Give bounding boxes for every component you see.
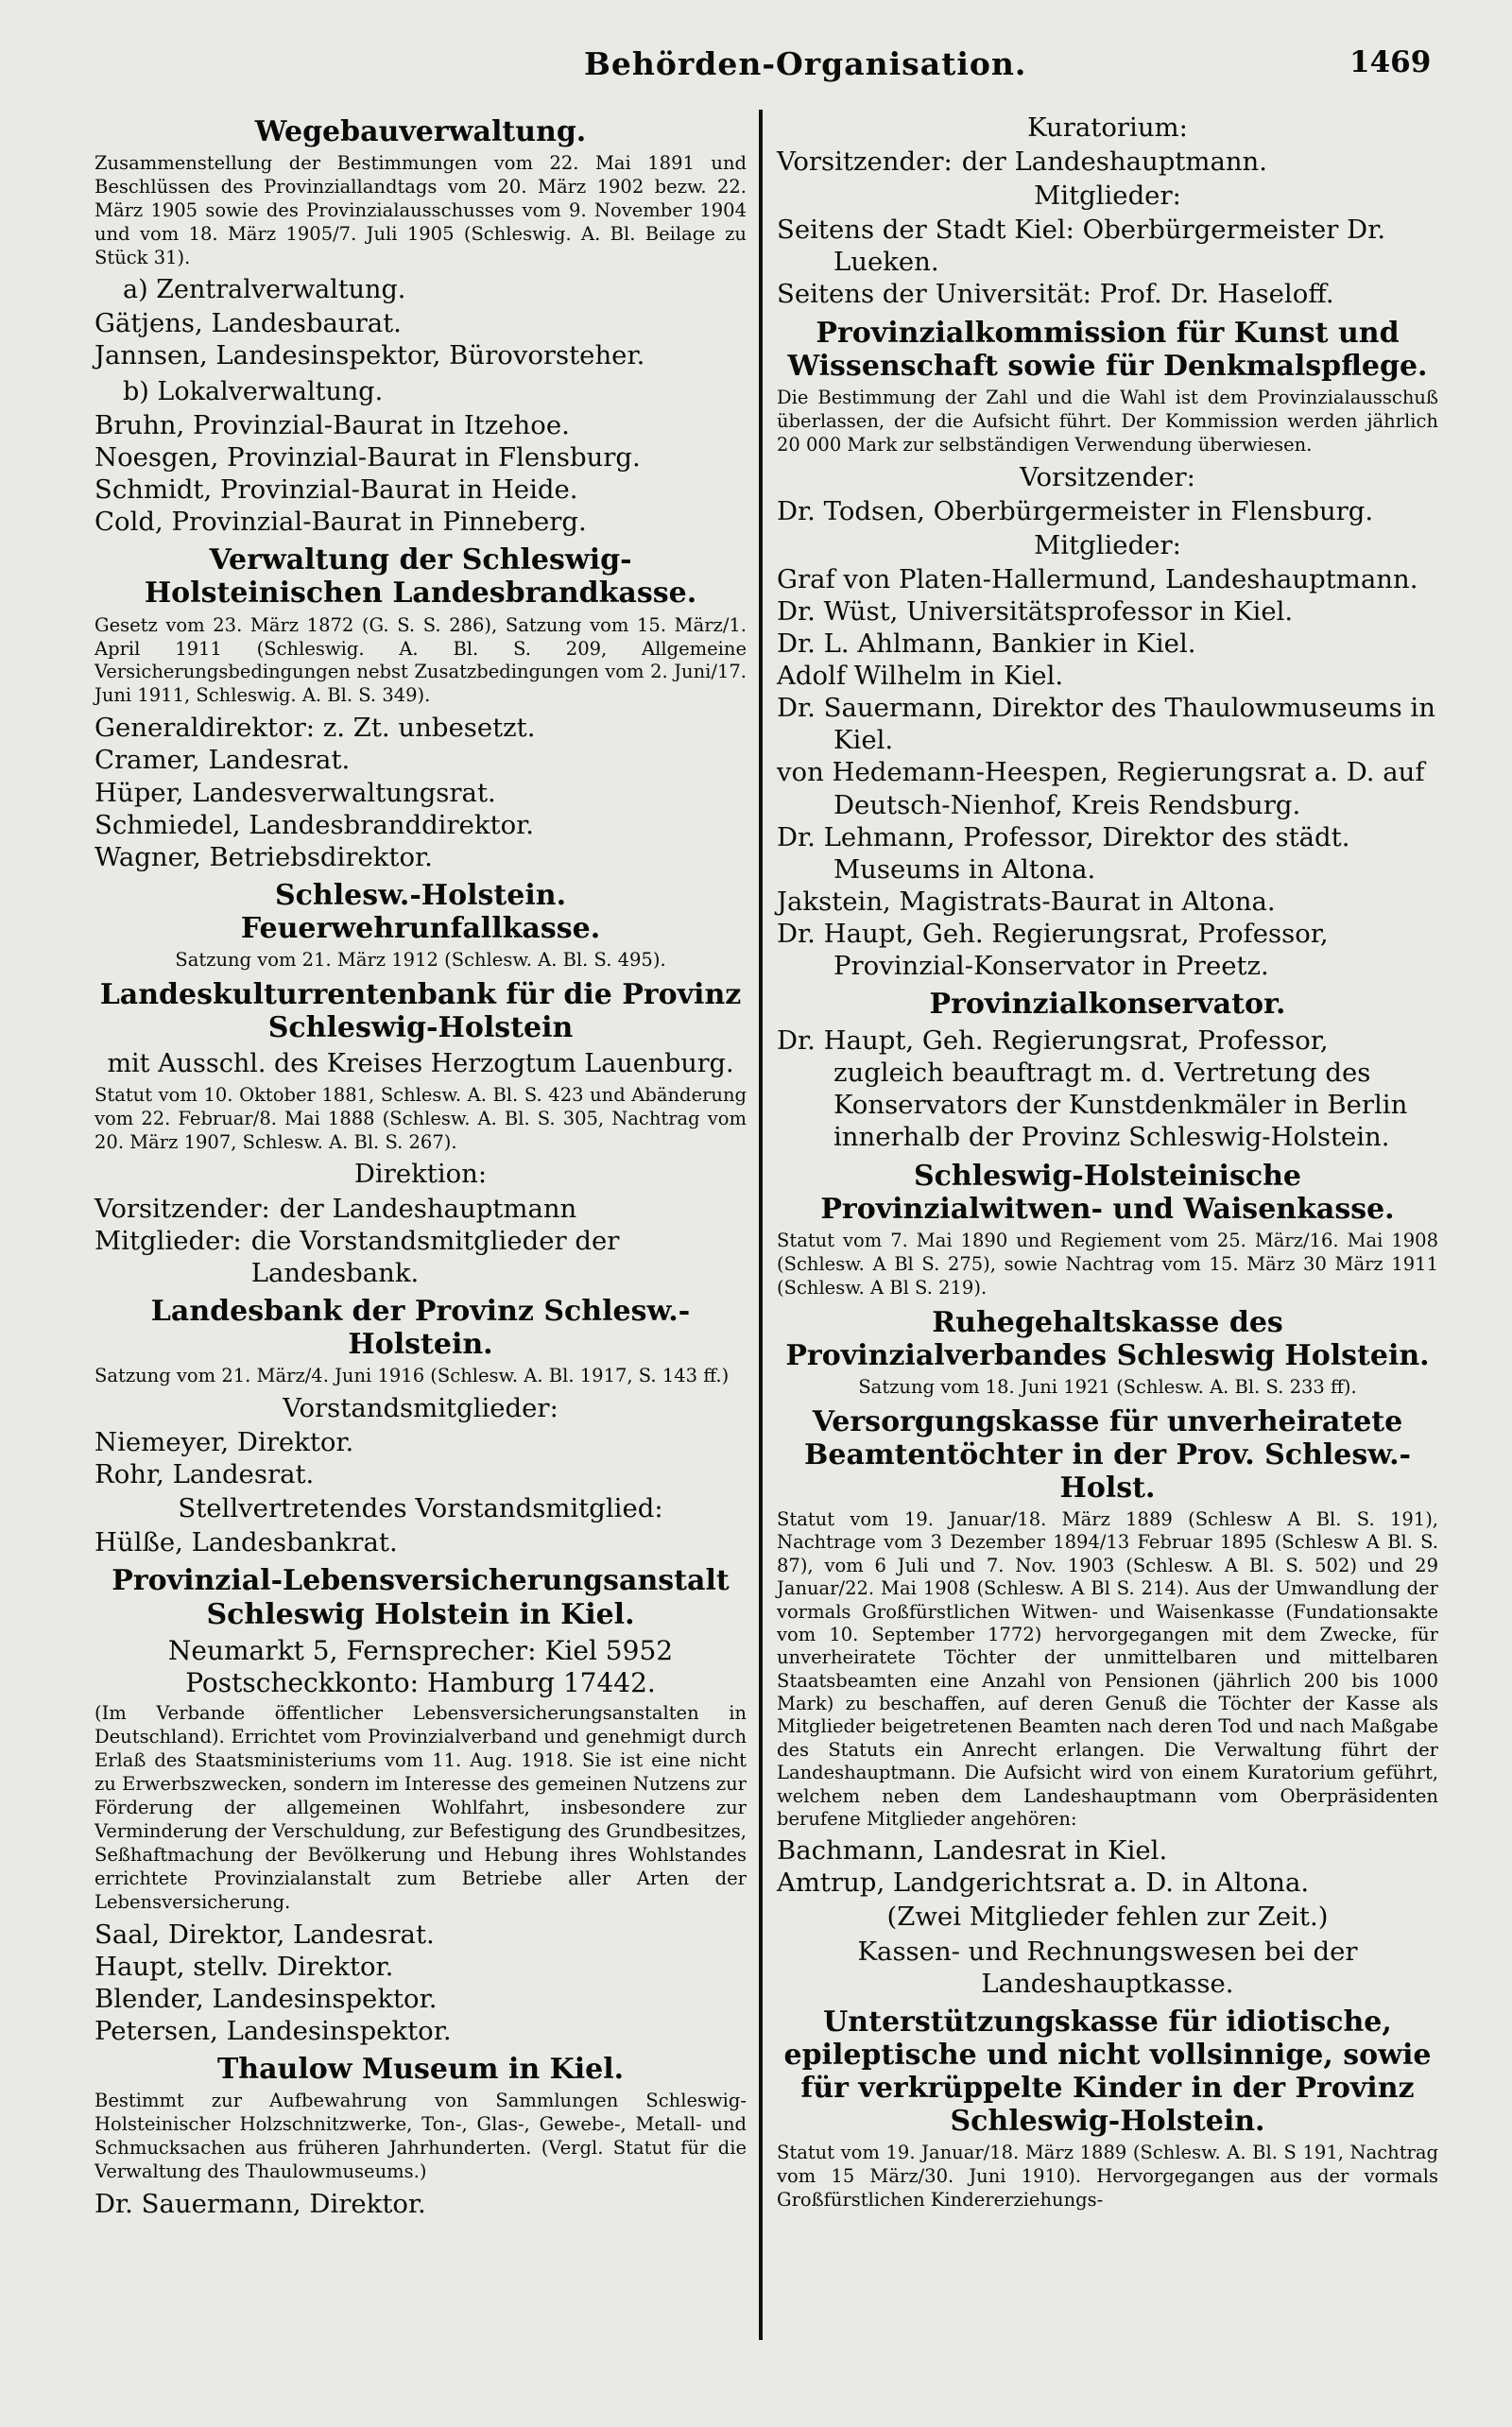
entry-text: die Vorstandsmitglieder der Landesbank. [250,1225,620,1288]
section-heading: Thaulow Museum in Kiel. [216,2053,625,2087]
section-lebensversicherung [94,1564,747,2047]
subheading-local: b) Lokalverwaltung. [123,376,384,406]
section-heading: Landesbank der Provinz Schlesw.-Holstein. [150,1294,691,1361]
section-subheading: mit Ausschl. des Kreises Herzogtum Lauenburg. [107,1049,734,1079]
statute-text: Statut vom 10. Oktober 1881, Schlesw. A. Bl. S. 423 und Abänderung vom 22. Februar/8. Mai 1888 (Schlesw. A. Bl. S. 305, Nachtrag vom 20. März 1907, Schlesw. A. Bl. S. 267). [94,1083,747,1153]
list-item: Amtrup, Landgerichtsrat a. D. in Altona. [777,1868,1310,1899]
list-item: Dr. Haupt, Geh. Regierungsrat, Professor, Provinzial-Konservator in Preetz. [777,918,1329,982]
entry-label: Vorsitzender: [777,146,953,178]
list-item: Generaldirektor: z. Zt. unbesetzt. [94,713,536,744]
members-label: Mitglieder: [1034,181,1181,212]
section-kunstkommission [777,317,1438,983]
list-item: Dr. Sauermann, Direktor. [94,2188,426,2219]
section-witwenkasse [777,1160,1438,1300]
body-text: Die Bestimmung der Zahl und die Wahl ist dem Provinzialausschuß überlassen, der die Aufsicht führt. Der Kommission werden jährlich 20 000 Mark zur selbständigen Verwendung überwiesen. [777,386,1438,456]
list-item: Blender, Landesinspektor. [94,1983,438,2014]
list-item: Wagner, Betriebsdirektor. [94,841,433,872]
section-ruhegehalt [777,1306,1438,1400]
right-column [777,110,1438,2216]
list-item: Jannsen, Landesinspektor, Bürovorsteher. [94,340,645,371]
section-heading: Provinzial-Lebensversicherungsanstalt Schleswig Holstein in Kiel. [112,1564,730,1631]
statute-text: Statut vom 7. Mai 1890 und Regiement vom 25. März/16. Mai 1908 (Schlesw. A Bl S. 275), sowie Nachtrag vom 15. März 30 März 1911 (Schlesw. A Bl S. 219). [777,1229,1438,1299]
list-item: Bruhn, Provinzial-Baurat in Itzehoe. [94,409,570,440]
section-heading: Provinzialkommission für Kunst und Wissenschaft sowie für Denkmalspflege. [787,316,1428,383]
running-title: Behörden-Organisation. [584,45,1027,82]
chair-label: Vorsitzender: [1020,461,1195,492]
section-heading: Provinzialkonservator. [929,988,1286,1022]
list-item: Dr. Sauermann, Direktor des Thaulowmuseums in Kiel. [777,693,1435,756]
statute-text: Satzung vom 21. März 1912 (Schlesw. A. Bl. S. 495). [175,949,666,972]
deputy-label: Stellvertretendes Vorstandsmitglied: [178,1493,663,1524]
list-item: Seitens der Universität: Prof. Dr. Haseloff. [777,279,1334,310]
section-heading: Verwaltung der Schleswig-Holsteinischen Landesbrandkasse. [144,543,697,611]
list-item: von Hedemann-Heespen, Regierungsrat a. D. auf Deutsch-Nienhof, Kreis Rendsburg. [777,757,1425,820]
list-item: Schmidt, Provinzial-Baurat in Heide. [94,474,578,506]
page-number: 1469 [1349,45,1432,79]
list-item: Dr. Wüst, Universitätsprofessor in Kiel. [777,595,1294,627]
list-item: Rohr, Landesrat. [94,1459,315,1490]
members-label: Mitglieder: [1034,529,1181,560]
list-item: Haupt, stellv. Direktor. [94,1951,394,1982]
body-text: (Im Verbande öffentlicher Lebensversicherungsanstalten in Deutschland). Errichtet vom Provinzialverband und genehmigt durch Erlaß des Staatsministeriums vom 11. Aug. 1918. Sie ist eine nicht zu Erwerbszwecken, sondern im Interesse des gemeinen Nutzens zur Förderung der allgemeinen Wohlfahrt, insbesondere zur Verminderung der Verschuldung, zur Befestigung des Grundbesitzes, Seßhaftmachung der Bevölkerung und Hebung ihres Wohlstandes errichtete Provinzialanstalt zum Betriebe aller Arten der Lebensversicherung. [94,1702,747,1913]
section-heading: Landeskulturrentenbank für die Provinz Schleswig-Holstein [99,977,742,1045]
list-item: Hüper, Landesverwaltungsrat. [94,777,496,808]
list-item: Schmiedel, Landesbranddirektor. [94,809,535,840]
chair-entry [94,1193,747,1225]
list-item: Noesgen, Provinzial-Baurat in Flensburg. [94,442,641,473]
statute-text: Gesetz vom 23. März 1872 (G. S. S. 286), Satzung vom 15. März/1. April 1911 (Schleswig. A. Bl. S. 209, Allgemeine Versicherungsbedingungen nebst Zusatzbedingungen vom 2. Juni/17. Juni 1911, Schleswig. A. Bl. S. 349). [94,613,747,707]
list-item: Bachmann, Landesrat in Kiel. [777,1835,1168,1867]
list-item: Gätjens, Landesbaurat. [94,308,402,339]
section-heading: Versorgungskasse für unverheiratete Beamtentöchter in der Prov. Schlesw.-Holst. [804,1404,1411,1505]
body-text: Statut vom 19. Januar/18. März 1889 (Schlesw A Bl. S. 191), Nachtrage vom 3 Dezember 1894/13 Februar 1895 (Schlesw A Bl. S. 87), vom 6 Juli und 7. Nov. 1903 (Schlesw. A Bl. S. 502) und 29 Januar/22. Mai 1908 (Schlesw. A Bl S. 214). Aus der Umwandlung der vormals Großfürstlichen Witwen- und Waisenkasse (Fundationsakte vom 10. September 1772) hervorgegangen mit dem Zwecke, für unverheiratete Töchter der unmittelbaren und mittelbaren Staatsbeamten eine Anzahl von Pensionen (jährlich 200 bis 1000 Mark) zu beschaffen, auf deren Genuß die Töchter der Kasse als Mitglieder beigetretenen Beamten nach deren Tod und nach Maßgabe des Statuts ein Anrecht erlangen. Die Verwaltung führt der Landeshauptmann. Die Aufsicht wird von einem Kuratorium geführt, welchem neben dem Landeshauptmann vom Oberpräsidenten berufene Mitglieder angehören: [777,1508,1438,1830]
section-heading: Schlesw.-Holstein. Feuerwehrunfallkasse. [240,878,601,945]
list-item: Jakstein, Magistrats-Baurat in Altona. [777,886,1276,917]
section-heading: Ruhegehaltskasse des Provinzialverbandes Schleswig Holstein. [785,1305,1430,1372]
postscheck-line: Postscheckkonto: Hamburg 17442. [185,1667,656,1699]
statute-text: Statut vom 19. Januar/18. März 1889 (Schlesw. A. Bl. S 191, Nachtrag vom 15 März/30. Juni 1910). Hervorgegangen aus der vormals Großfürstlichen Kindererziehungs- [777,2142,1438,2212]
section-landesbank [94,1295,747,1559]
list-item: Dr. Lehmann, Professor, Direktor des städt. Museums in Altona. [777,821,1350,885]
section-unterstuetzungskasse [777,2005,1438,2212]
section-wegebau [94,115,747,538]
left-column [94,110,747,2220]
section-konservator [777,988,1438,1153]
section-thaulow [94,2053,747,2220]
section-kuratorium [777,112,1438,311]
entry-text: der Landeshauptmann. [961,146,1267,178]
kuratorium-label: Kuratorium: [1027,112,1188,143]
entry-label: Mitglieder: [94,1225,242,1256]
direktion-label: Direktion: [353,1159,488,1190]
section-heading: Schleswig-Holsteinische Provinzialwitwen- und Waisenkasse. [820,1159,1395,1226]
section-heading: Unterstützungskasse für idiotische, epileptische und nicht vollsinnige, sowie für verkrüppelte Kinder in der Provinz Schleswig-Holstein. [783,2005,1432,2139]
list-item: Dr. Todsen, Oberbürgermeister in Flensburg. [777,495,1374,526]
vacancy-note: (Zwei Mitglieder fehlen zur Zeit.) [886,1902,1329,1933]
list-item: Dr. L. Ahlmann, Bankier in Kiel. [777,628,1196,660]
column-divider [759,110,763,2340]
list-item: Cold, Provinzial-Baurat in Pinneberg. [94,507,587,538]
statute-text: Zusammenstellung der Bestimmungen vom 22. Mai 1891 und Beschlüssen des Provinziallandtags vom 20. März 1902 bezw. 22. März 1905 sowie des Provinzialausschusses vom 9. November 1904 und vom 18. März 1905/7. Juli 1905 (Schleswig. A. Bl. Beilage zu Stück 31). [94,152,747,268]
cashier-note: Kassen- und Rechnungswesen bei der Landeshauptkasse. [857,1936,1358,1999]
section-heading: Wegebauverwaltung. [254,115,587,148]
subheading-central: a) Zentralverwaltung. [123,274,406,304]
section-feuerwehr [94,879,747,973]
statute-text: Satzung vom 21. März/4. Juni 1916 (Schlesw. A. Bl. 1917, S. 143 ff.) [94,1365,730,1387]
section-versorgungskasse [777,1405,1438,2000]
body-text: Bestimmt zur Aufbewahrung von Sammlungen Schleswig-Holsteinischer Holzschnitzwerke, Ton-, Glas-, Gewebe-, Metall- und Schmucksachen aus früheren Jahrhunderten. (Vergl. Statut für die Verwaltung des Thaulowmuseums.) [94,2090,747,2182]
members-entry [94,1225,747,1289]
entry-text: der Landeshauptmann [279,1193,577,1224]
section-brandkasse [94,543,747,872]
list-item: Dr. Haupt, Geh. Regierungsrat, Professor, zugleich beauftragt m. d. Vertretung des Konservators der Kunstdenkmäler in Berlin innerhalb der Provinz Schleswig-Holstein. [777,1025,1408,1153]
chair-entry [777,146,1438,178]
entry-label: Vorsitzender: [94,1193,270,1224]
list-item: Seitens der Stadt Kiel: Oberbürgermeister Dr. Lueken. [777,215,1386,278]
list-item: Adolf Wilhelm in Kiel. [777,661,1064,692]
list-item: Graf von Platen-Hallermund, Landeshauptmann. [777,563,1418,594]
list-item: Hülße, Landesbankrat. [94,1527,398,1558]
list-item: Niemeyer, Direktor. [94,1427,354,1458]
address-line: Neumarkt 5, Fernsprecher: Kiel 5952 [167,1634,674,1666]
board-label: Vorstandsmitglieder: [283,1393,558,1423]
statute-text: Satzung vom 18. Juni 1921 (Schlesw. A. Bl. S. 233 ff). [858,1375,1357,1398]
list-item: Saal, Direktor, Landesrat. [94,1919,435,1950]
section-rentenbank [94,978,747,1289]
page-header [0,45,1512,89]
list-item: Petersen, Landesinspektor. [94,2015,452,2046]
list-item: Cramer, Landesrat. [94,745,351,776]
